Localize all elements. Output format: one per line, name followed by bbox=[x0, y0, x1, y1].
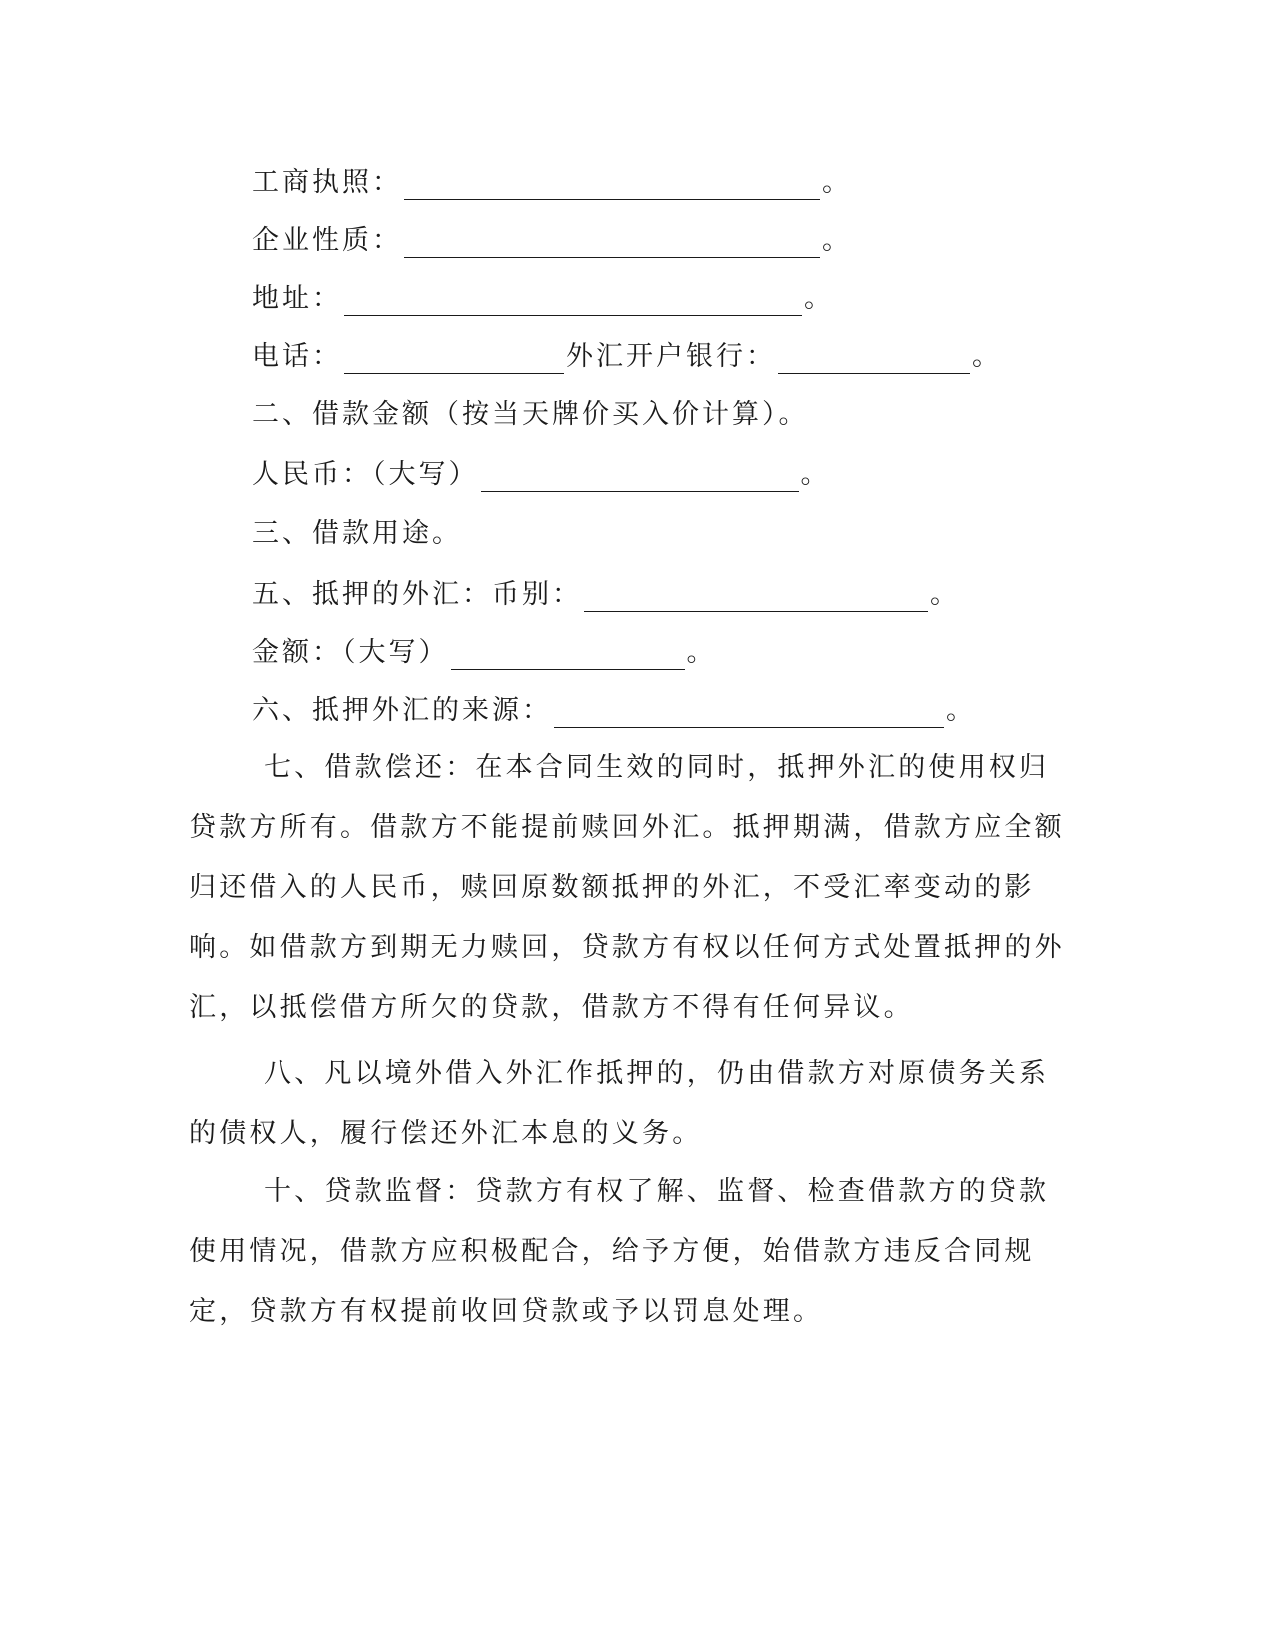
enterprise-nature-label: 企业性质： bbox=[252, 225, 402, 256]
phone-blank[interactable] bbox=[344, 346, 564, 374]
loan-use-text: 三、借款用途。 bbox=[252, 518, 462, 549]
loan-amount-text: 二、借款金额（按当天牌价买入价计算）。 bbox=[252, 399, 809, 430]
supervision-text: 十、贷款监督：贷款方有权了解、监督、检查借款方的贷款使用情况，借款方应积极配合，给予方便，始借款方违反合同规定，贷款方有权提前收回贷款或予以罚息处理。 bbox=[189, 1176, 1050, 1327]
amount-label: 金额：（大写） bbox=[252, 637, 449, 668]
phone-label: 电话： bbox=[252, 341, 342, 372]
loan-amount-line bbox=[252, 398, 809, 432]
rmb-end: 。 bbox=[800, 459, 831, 490]
address-blank[interactable] bbox=[344, 288, 802, 316]
address-end: 。 bbox=[804, 283, 834, 314]
collateral-currency-end: 。 bbox=[930, 579, 960, 610]
supervision-paragraph bbox=[189, 1162, 1079, 1342]
loan-use-line bbox=[252, 517, 462, 551]
bank-blank[interactable] bbox=[778, 346, 970, 374]
rmb-blank[interactable] bbox=[481, 464, 799, 492]
business-license-label: 工商执照： bbox=[252, 167, 402, 198]
collateral-source-blank[interactable] bbox=[554, 700, 944, 728]
amount-blank[interactable] bbox=[451, 642, 685, 670]
business-license-blank[interactable] bbox=[404, 172, 820, 200]
enterprise-nature-end: 。 bbox=[822, 225, 852, 256]
amount-line bbox=[252, 636, 717, 670]
business-license-end: 。 bbox=[822, 167, 852, 198]
amount-end: 。 bbox=[686, 637, 717, 668]
overseas-paragraph bbox=[189, 1044, 1079, 1164]
collateral-source-label: 六、抵押外汇的来源： bbox=[252, 695, 552, 726]
collateral-currency-blank[interactable] bbox=[584, 584, 928, 612]
repayment-paragraph bbox=[189, 738, 1079, 1038]
overseas-text: 八、凡以境外借入外汇作抵押的，仍由借款方对原债务关系的债权人，履行偿还外汇本息的义务。 bbox=[189, 1058, 1050, 1149]
rmb-line bbox=[252, 458, 831, 492]
bank-label: 外汇开户银行： bbox=[566, 341, 776, 372]
collateral-source-end: 。 bbox=[946, 695, 976, 726]
collateral-source-line bbox=[252, 694, 976, 728]
collateral-currency-label: 五、抵押的外汇：币别： bbox=[252, 579, 582, 610]
phone-line bbox=[252, 340, 1002, 374]
business-license-line bbox=[252, 166, 852, 200]
rmb-label: 人民币：（大写） bbox=[252, 459, 479, 490]
enterprise-nature-blank[interactable] bbox=[404, 230, 820, 258]
repayment-text: 七、借款偿还：在本合同生效的同时，抵押外汇的使用权归贷款方所有。借款方不能提前赎回外汇。抵押期满，借款方应全额归还借入的人民币，赎回原数额抵押的外汇，不受汇率变动的影响。如借款方到期无力赎回，贷款方有权以任何方式处置抵押的外汇，以抵偿借方所欠的贷款，借款方不得有任何异议。 bbox=[189, 752, 1065, 1023]
phone-end: 。 bbox=[972, 341, 1002, 372]
address-label: 地址： bbox=[252, 283, 342, 314]
address-line bbox=[252, 282, 834, 316]
collateral-currency-line bbox=[252, 578, 960, 612]
enterprise-nature-line bbox=[252, 224, 852, 258]
